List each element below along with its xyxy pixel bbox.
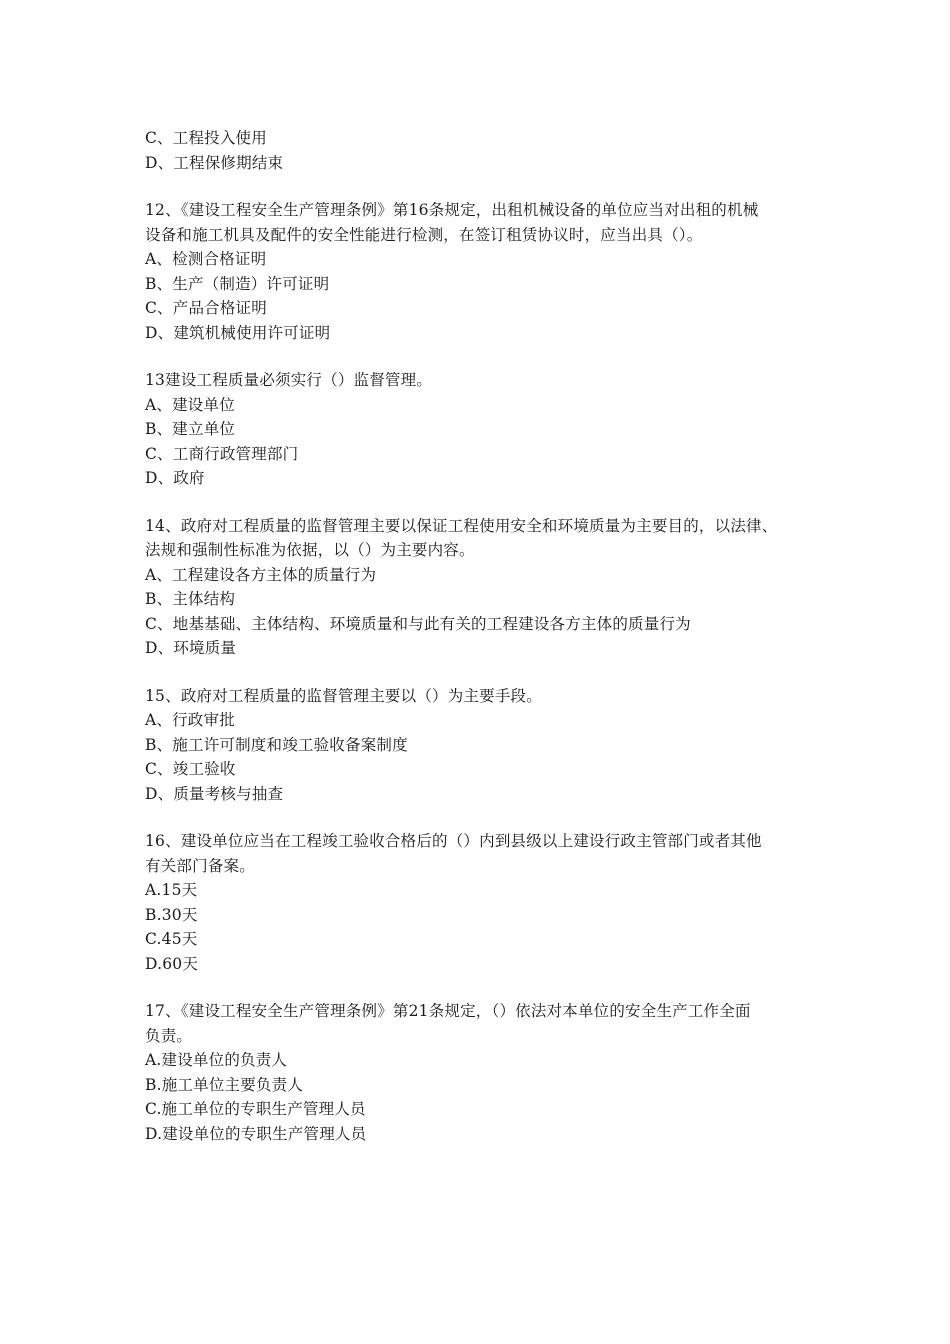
question-stem: 12、《建设工程安全生产管理条例》第16条规定，出租机械设备的单位应当对出租的机械 xyxy=(145,201,759,219)
question-stem: 有关部门备案。 xyxy=(145,856,255,875)
option-a: A.15天 xyxy=(145,881,198,899)
option-d: D.60天 xyxy=(145,954,199,973)
option-a: A、工程建设各方主体的质量行为 xyxy=(145,565,377,584)
question-stem: 15、政府对工程质量的监督管理主要以（）为主要手段。 xyxy=(145,686,542,705)
option-a: A、建设单位 xyxy=(145,395,235,414)
question-stem: 16、建设单位应当在工程竣工验收合格后的（）内到县级以上建设行政主管部门或者其他 xyxy=(145,832,762,850)
option-d: D、建筑机械使用许可证明 xyxy=(145,323,331,342)
option-c: C、竣工验收 xyxy=(145,760,236,778)
question-stem: 法规和强制性标准为依据，以（）为主要内容。 xyxy=(145,541,475,559)
option-a: A、检测合格证明 xyxy=(145,250,267,268)
question-stem: 14、政府对工程质量的监督管理主要以保证工程使用安全和环境质量为主要目的，以法律、 xyxy=(145,516,778,535)
option-b: B、施工许可制度和竣工验收备案制度 xyxy=(145,735,408,754)
document-page xyxy=(145,126,815,1146)
option-b: B.施工单位主要负责人 xyxy=(145,1075,304,1094)
option-c: C、产品合格证明 xyxy=(145,299,267,317)
option-d: D、环境质量 xyxy=(145,639,237,657)
option-d: D.建设单位的专职生产管理人员 xyxy=(145,1124,367,1143)
question-13 xyxy=(145,368,815,491)
option-b: B、主体结构 xyxy=(145,590,236,608)
option-a: A.建设单位的负责人 xyxy=(145,1051,288,1069)
question-stem: 设备和施工机具及配件的安全性能进行检测，在签订租赁协议时，应当出具（）。 xyxy=(145,225,703,244)
option-d: D、政府 xyxy=(145,469,205,487)
option-a: A、行政审批 xyxy=(145,711,235,729)
option-c: C.45天 xyxy=(145,930,198,948)
option-b: B.30天 xyxy=(145,905,198,924)
question-stem: 13建设工程质量必须实行（）监督管理。 xyxy=(145,371,433,389)
option-c: C、地基基础、主体结构、环境质量和与此有关的工程建设各方主体的质量行为 xyxy=(145,614,691,633)
question-16 xyxy=(145,829,815,976)
option-d: D、工程保修期结束 xyxy=(145,153,284,172)
continuation-options xyxy=(145,126,815,175)
option-b: B、建立单位 xyxy=(145,420,236,438)
question-15 xyxy=(145,684,815,807)
question-14 xyxy=(145,514,815,661)
question-12 xyxy=(145,198,815,345)
option-d: D、质量考核与抽查 xyxy=(145,784,284,803)
option-b: B、生产（制造）许可证明 xyxy=(145,274,330,293)
question-stem: 负责。 xyxy=(145,1026,193,1045)
question-17 xyxy=(145,999,815,1146)
option-c: C、工程投入使用 xyxy=(145,129,267,147)
question-stem: 17、《建设工程安全生产管理条例》第21条规定，（）依法对本单位的安全生产工作全面 xyxy=(145,1002,751,1020)
option-c: C、工商行政管理部门 xyxy=(145,444,299,463)
option-c: C.施工单位的专职生产管理人员 xyxy=(145,1100,366,1118)
